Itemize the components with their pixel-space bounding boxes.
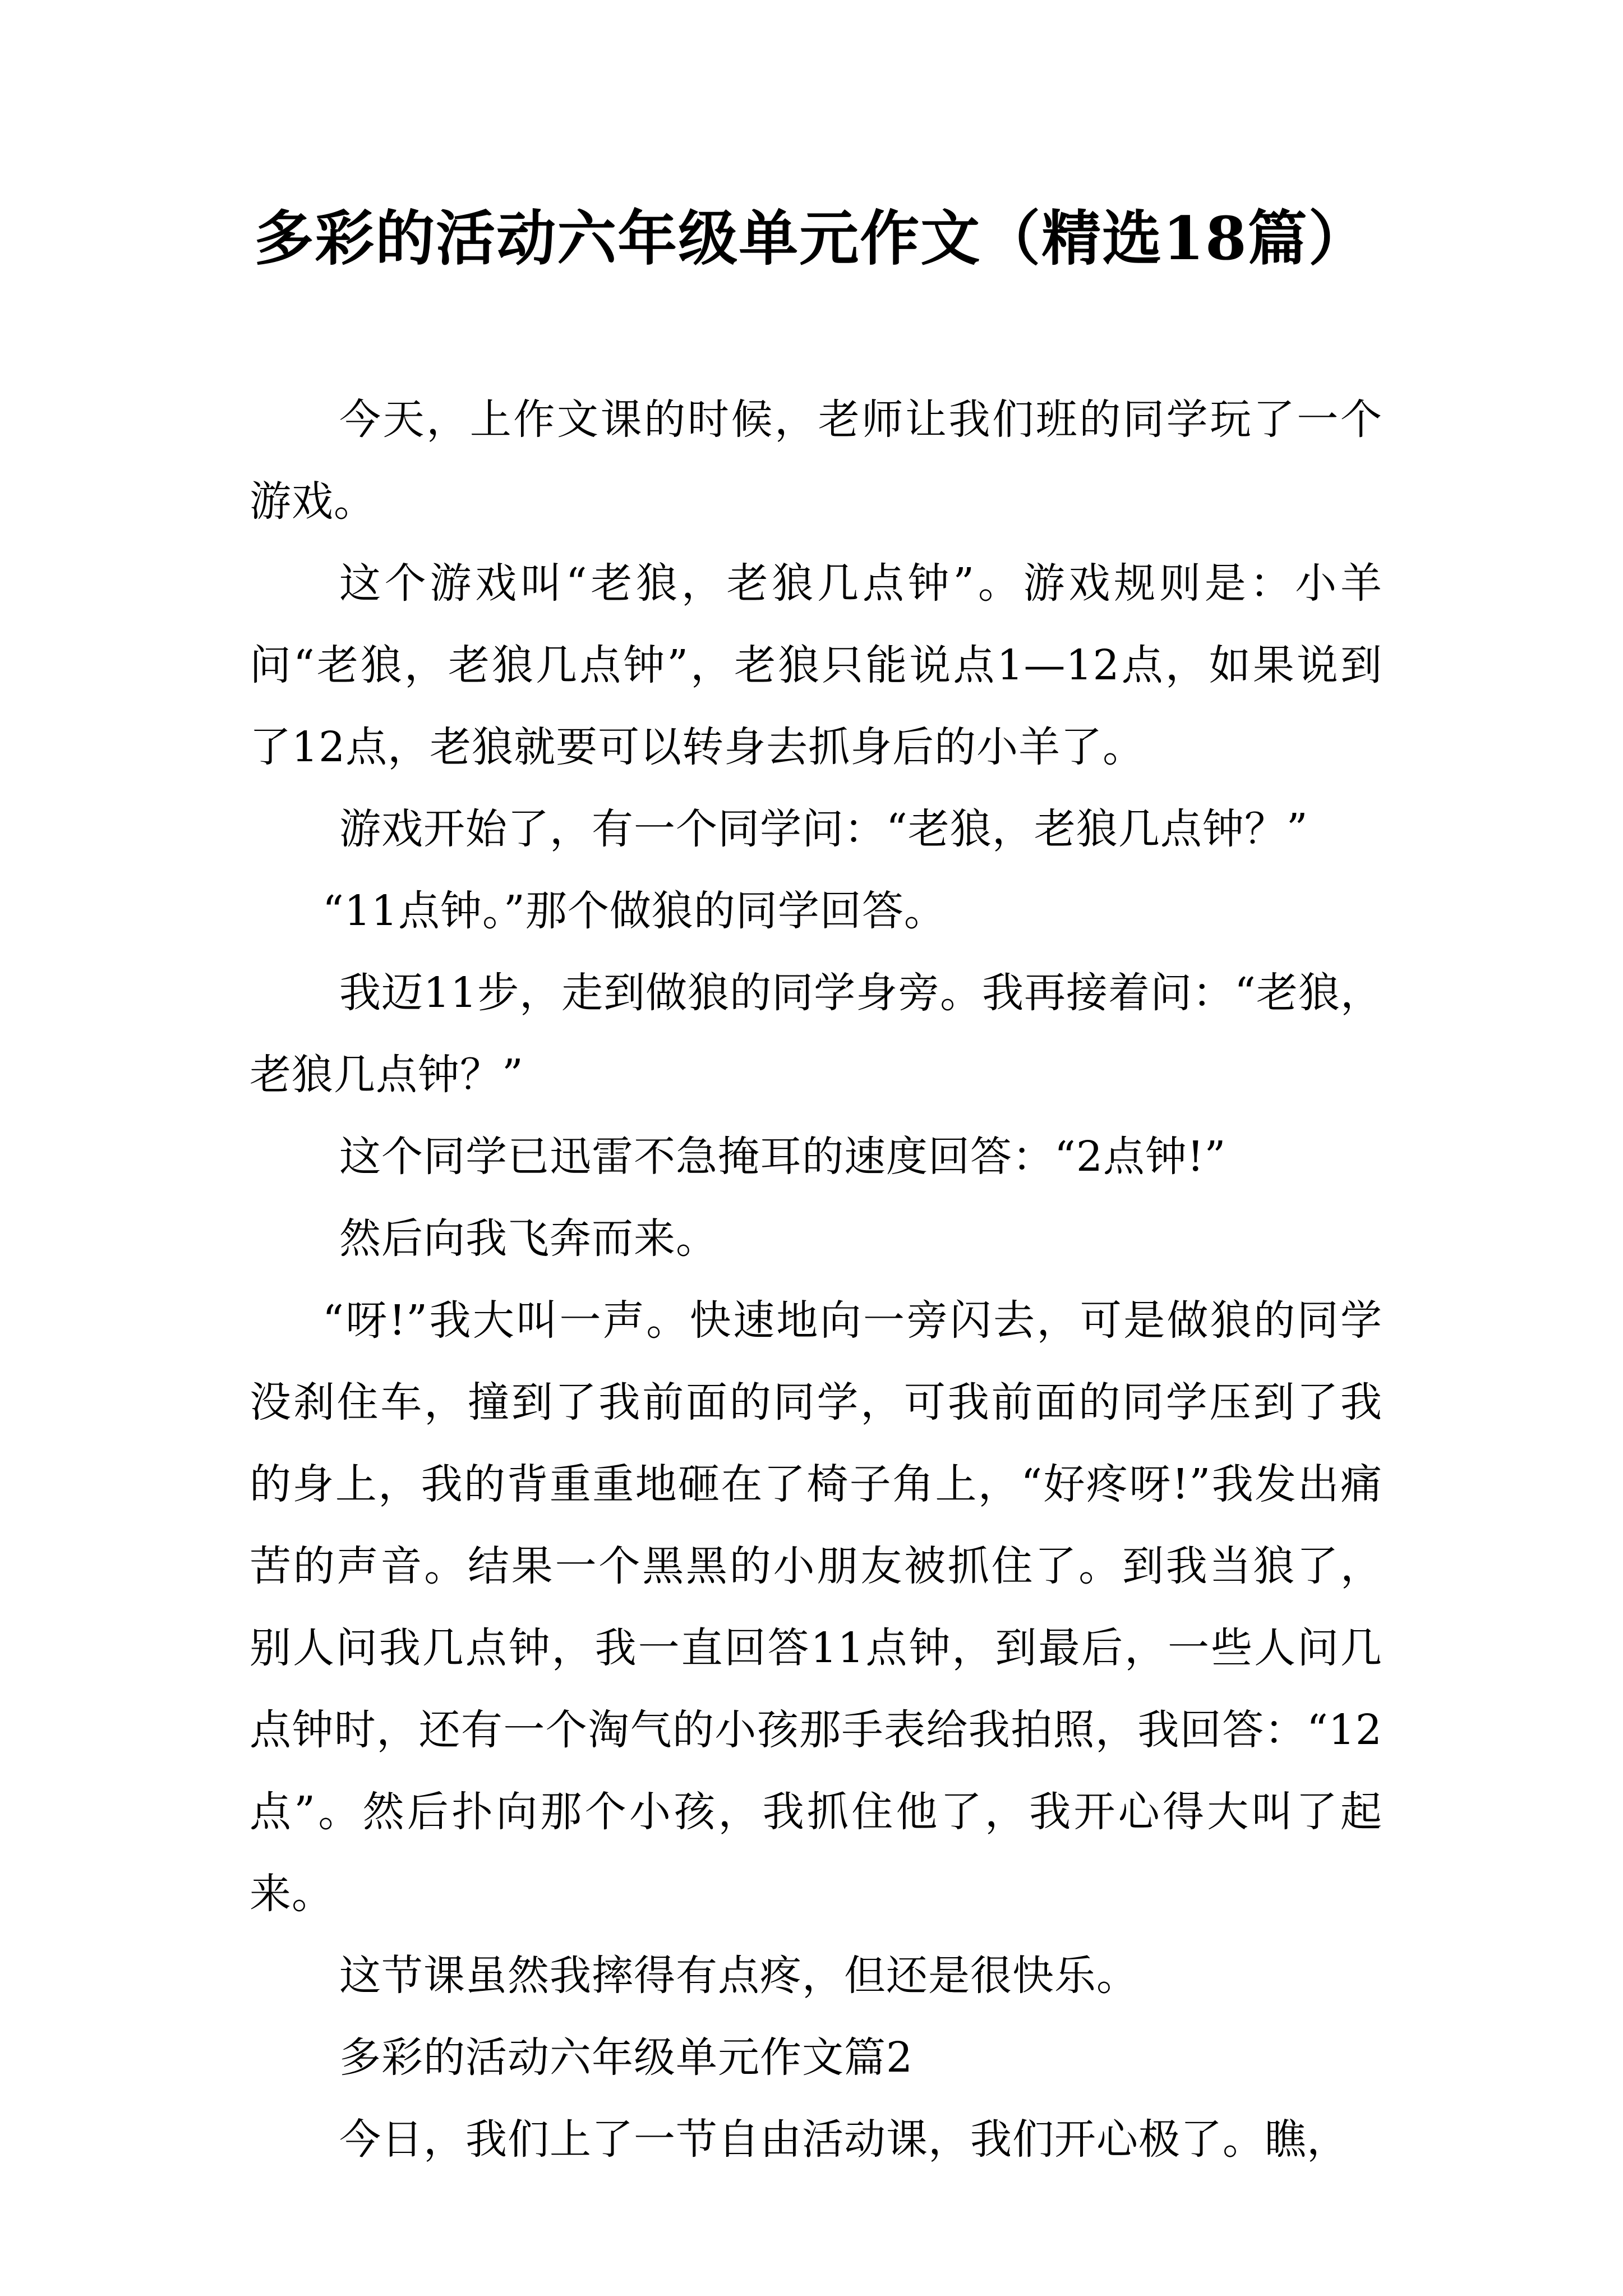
document-title: 多彩的活动六年级单元作文（精选18篇） bbox=[254, 203, 1369, 273]
paragraph: 然后向我飞奔而来。 bbox=[339, 1214, 718, 1263]
paragraph: “11点钟。”那个做狼的同学回答。 bbox=[322, 887, 946, 935]
section-heading: 多彩的活动六年级单元作文篇2 bbox=[339, 2033, 914, 2082]
paragraph: 今天，上作文课的时候，老师让我们班的同学玩了一个游戏。 bbox=[250, 395, 1382, 526]
paragraph: 这个同学已迅雷不急掩耳的速度回答：“2点钟!” bbox=[339, 1133, 1227, 1181]
paragraph: 游戏开始了，有一个同学问：“老狼，老狼几点钟？” bbox=[339, 805, 1308, 853]
paragraph: 我迈11步，走到做狼的同学身旁。我再接着问：“老狼，老狼几点钟？” bbox=[250, 969, 1382, 1099]
paragraph: 今日，我们上了一节自由活动课，我们开心极了。瞧， bbox=[339, 2115, 1349, 2164]
paragraph: 这个游戏叫“老狼，老狼几点钟”。游戏规则是：小羊问“老狼，老狼几点钟”，老狼只能说点1—12点，如果说到了12点，老狼就要可以转身去抓身后的小羊了。 bbox=[250, 559, 1382, 771]
paragraph: “呀!”我大叫一声。快速地向一旁闪去，可是做狼的同学没刹住车，撞到了我前面的同学，可我前面的同学压到了我的身上，我的背重重地砸在了椅子角上，“好疼呀!”我发出痛苦的声音。结果一个黑黑的小朋友被抓住了。到我当狼了，别人问我几点钟，我一直回答11点钟，到最后，一些人问几点钟时，还有一个淘气的小孩那手表给我拍照，我回答：“12点”。然后扑向那个小孩，我抓住他了，我开心得大叫了起来。 bbox=[250, 1296, 1382, 1918]
document-body bbox=[250, 379, 1382, 2180]
paragraph: 这节课虽然我摔得有点疼，但还是很快乐。 bbox=[339, 1952, 1138, 2000]
